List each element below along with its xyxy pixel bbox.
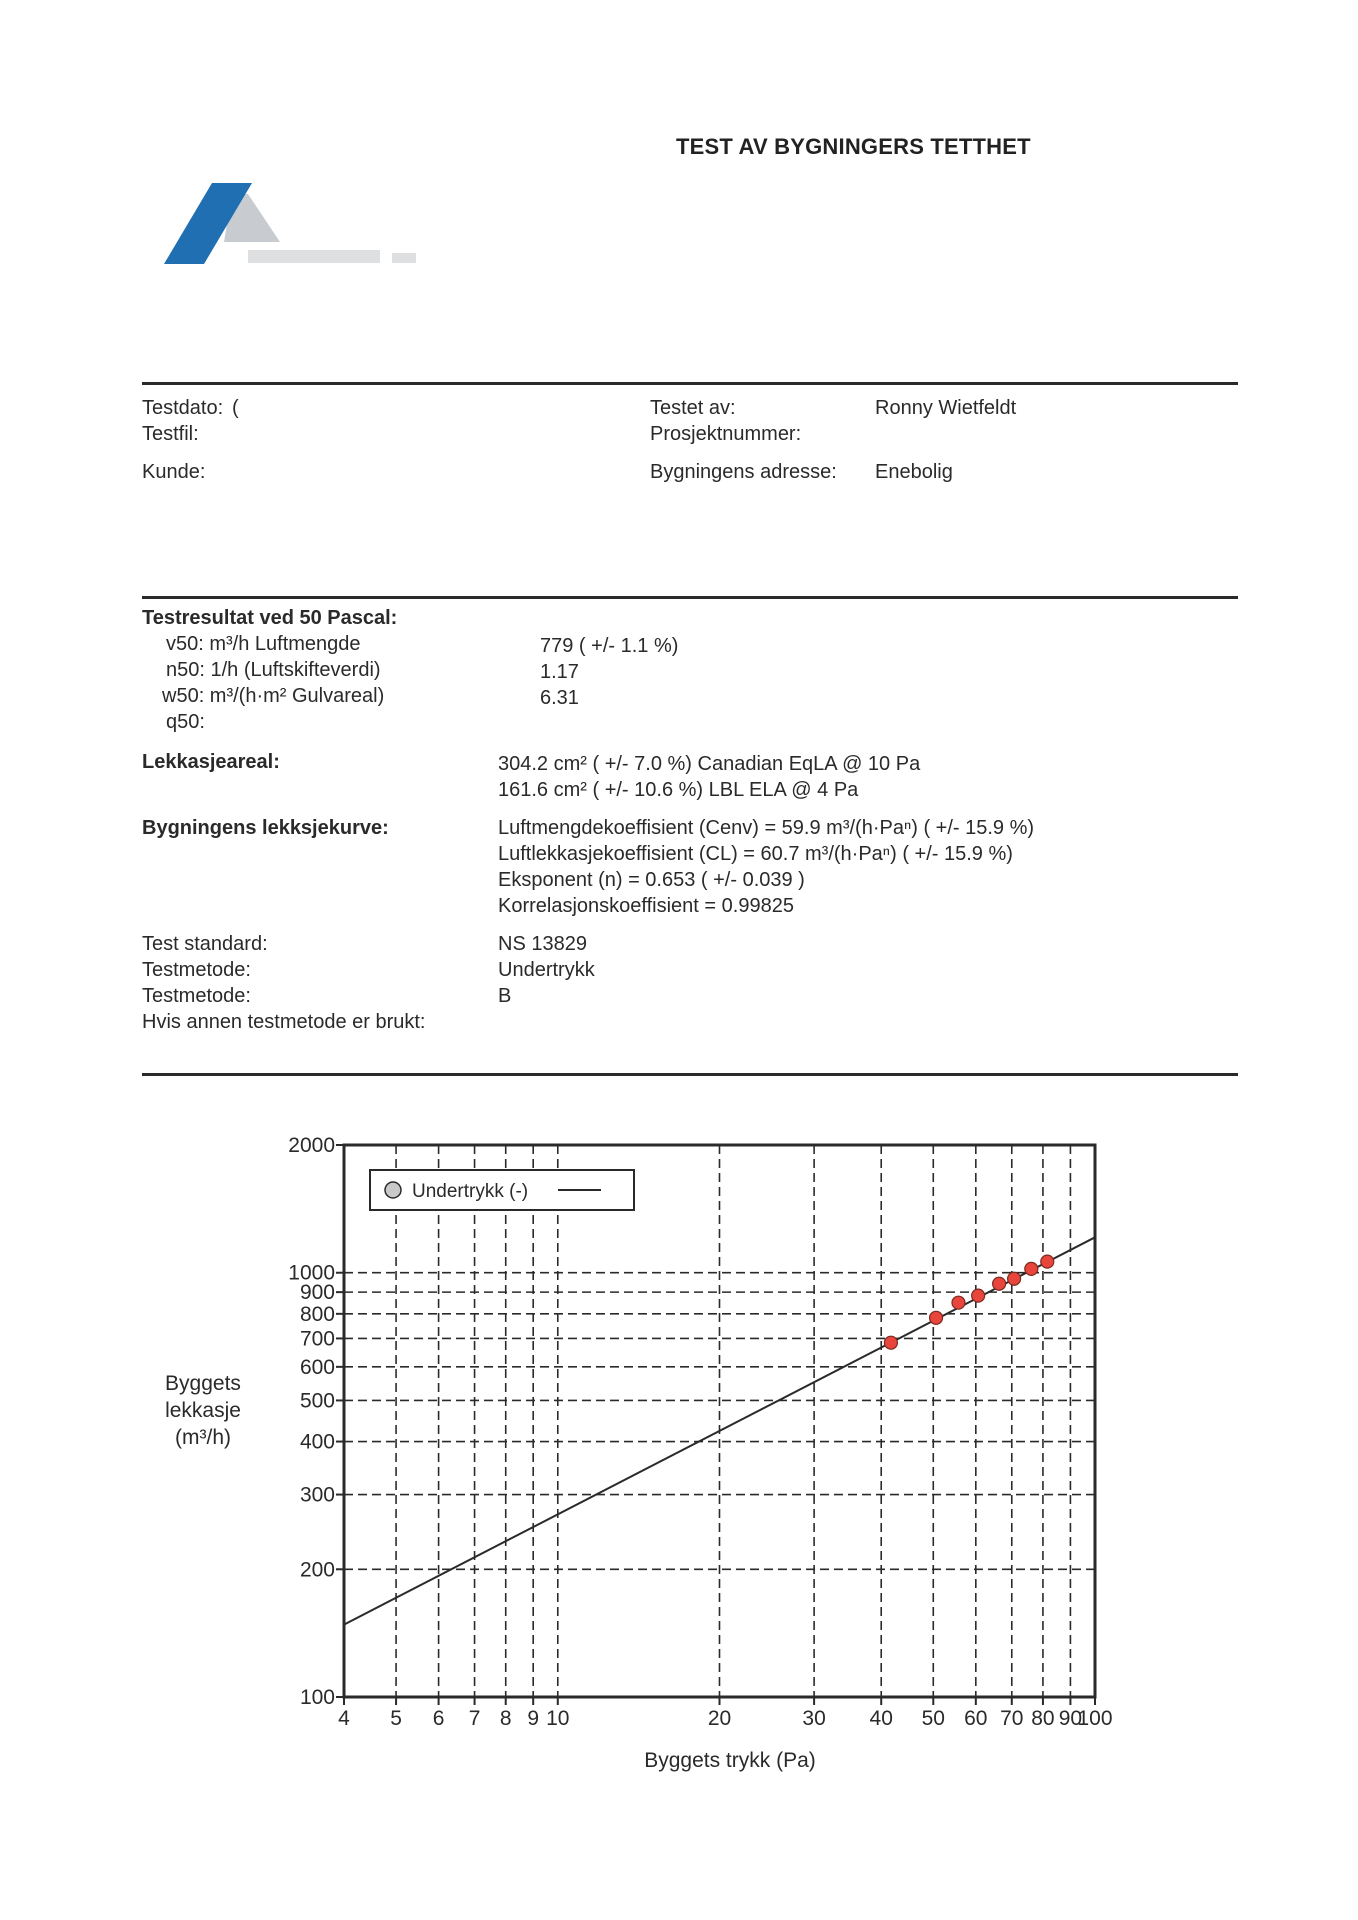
standard-value: NS 13829 [498,933,587,955]
x-tick-label: 8 [499,1707,512,1730]
data-point [884,1336,897,1349]
result-label-v50: v50: m³/h Luftmengde [166,633,361,655]
y-tick-label: 600 [299,1355,335,1379]
adresse-value: Enebolig [875,461,953,483]
x-tick-label: 70 [1000,1707,1024,1730]
divider-middle [142,596,1238,599]
y-tick-label: 500 [299,1389,335,1413]
legend-marker-icon [385,1182,401,1198]
data-point [1008,1272,1021,1285]
y-tick-label: 800 [299,1302,335,1326]
testmetode-label-1: Testmetode: [142,959,251,981]
x-tick-label: 40 [869,1707,893,1730]
company-logo [160,180,480,280]
testet-av-label: Testet av: [650,397,736,419]
curve-line-cenv: Luftmengdekoeffisient (Cenv) = 59.9 m³/(h·Paⁿ) ( +/- 15.9 %) [498,817,1035,839]
y-tick-label: 900 [299,1281,335,1305]
data-point [972,1289,985,1302]
document-title: TEST AV BYGNINGERS TETTHET [676,134,1031,159]
x-tick-label: 30 [802,1707,826,1730]
divider-bottom [142,1073,1238,1076]
leakage-line-1: 304.2 cm² ( +/- 7.0 %) Canadian EqLA @ 10 Pa [498,753,921,775]
curve-line-cl: Luftlekkasjekoeffisient (CL) = 60.7 m³/(h·Paⁿ) ( +/- 15.9 %) [498,843,1013,865]
result-label-q50: q50: [166,711,205,733]
x-tick-label: 10 [546,1707,570,1730]
chart-legend [370,1170,634,1210]
testet-av-value: Ronny Wietfeldt [875,397,1017,419]
testdato-label: Testdato: [142,397,224,419]
y-axis-title-line-1: Byggets [165,1372,241,1395]
y-tick-label: 100 [299,1686,335,1709]
curve-heading: Bygningens lekksjekurve: [142,817,389,839]
chart-grid [344,1145,1095,1697]
y-tick-label: 700 [299,1327,335,1351]
x-tick-label: 6 [432,1707,445,1730]
result-value-w50: 6.31 [540,687,579,709]
x-tick-label: 20 [707,1707,732,1730]
y-tick-label: 300 [299,1483,335,1507]
result-value-v50: 779 ( +/- 1.1 %) [540,635,679,657]
y-axis-title-line-2: lekkasje [165,1399,241,1422]
data-point [1041,1255,1054,1268]
x-tick-label: 100 [1077,1707,1113,1730]
y-axis-ticks [288,1134,344,1709]
y-tick-label: 400 [299,1430,335,1454]
x-tick-label: 7 [468,1707,481,1730]
y-tick-label: 200 [299,1558,335,1582]
data-point [1025,1262,1038,1275]
x-axis-title: Byggets trykk (Pa) [644,1749,816,1772]
x-tick-label: 80 [1031,1707,1055,1730]
x-tick-label: 50 [921,1707,945,1730]
y-axis-title-line-3: (m³/h) [175,1426,231,1449]
x-tick-label: 9 [527,1707,540,1730]
kunde-label: Kunde: [142,461,206,483]
leakage-chart [0,1100,1358,1800]
x-tick-label: 60 [964,1707,988,1730]
data-point [952,1296,965,1309]
curve-line-correlation: Korrelasjonskoeffisient = 0.99825 [498,895,794,917]
x-tick-label: 5 [390,1707,402,1730]
testfil-label: Testfil: [142,423,199,445]
x-tick-label: 90 [1058,1707,1083,1730]
result-value-n50: 1.17 [540,661,579,683]
leakage-line-2: 161.6 cm² ( +/- 10.6 %) LBL ELA @ 4 Pa [498,779,859,801]
data-point [930,1311,943,1324]
standard-label: Test standard: [142,933,268,955]
testdato-value: ( [232,397,239,419]
logo-text-blur-2 [392,253,416,263]
x-axis-ticks [338,1697,1112,1730]
testmetode-label-2: Testmetode: [142,985,251,1007]
prosjektnummer-label: Prosjektnummer: [650,423,802,445]
y-tick-label: 1000 [288,1261,335,1285]
data-point [993,1277,1006,1290]
y-axis-title [165,1372,241,1449]
y-tick-label: 2000 [288,1134,335,1157]
legend-label: Undertrykk (-) [412,1181,529,1202]
result-label-w50: w50: m³/(h·m² Gulvareal) [162,685,385,707]
curve-line-exponent: Eksponent (n) = 0.653 ( +/- 0.039 ) [498,869,805,891]
x-tick-label: 4 [338,1707,350,1730]
testmetode-value-2: B [498,985,512,1007]
adresse-label: Bygningens adresse: [650,461,837,483]
divider-top [142,382,1238,385]
result-label-n50: n50: 1/h (Luftskifteverdi) [166,659,381,681]
logo-text-blur-1 [248,250,380,263]
testmetode-value-1: Undertrykk [498,959,595,981]
other-method-label: Hvis annen testmetode er brukt: [142,1011,426,1033]
leakage-heading: Lekkasjeareal: [142,751,280,773]
results-heading: Testresultat ved 50 Pascal: [142,607,398,629]
